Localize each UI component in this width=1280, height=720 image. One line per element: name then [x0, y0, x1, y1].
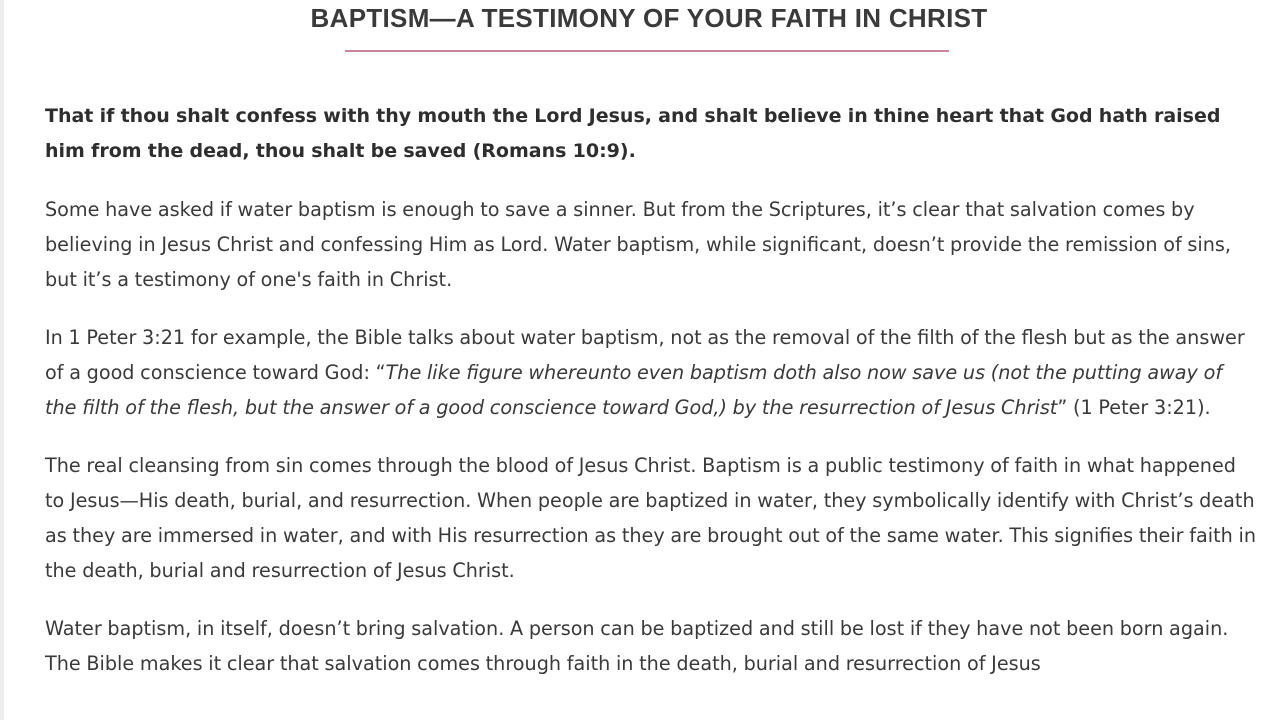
peter-citation: ” (1 Peter 3:21).	[1057, 396, 1211, 419]
paragraph-peter	[45, 320, 1257, 425]
page-left-edge	[0, 0, 4, 720]
paragraph-3: The real cleansing from sin comes through the blood of Jesus Christ. Baptism is a public testimony of faith in what happened to Jesus—His death, burial, and resurrection. When people are baptized in water, they symbolically identify with Christ’s death as they are immersed in water, and with His resurrection as they are brought out of the same water. This signifies their faith in the death, burial and resurrection of Jesus Christ.	[45, 454, 1256, 582]
title-underline	[345, 50, 949, 52]
paragraph-4: Water baptism, in itself, doesn’t bring salvation. A person can be baptized and still be lost if they have not been born again. The Bible makes it clear that salvation comes through faith in the death, burial and resurrection of Jesus	[45, 617, 1229, 675]
lead-verse: That if thou shalt confess with thy mouth the Lord Jesus, and shalt believe in thine heart that God hath raised him from the dead, thou shalt be saved (Romans 10:9).	[45, 105, 1221, 162]
article-title: BAPTISM—A TESTIMONY OF YOUR FAITH IN CHRIST	[310, 3, 988, 33]
article-body	[45, 99, 1257, 704]
peter-intro: In 1 Peter 3:21 for example, the Bible talks about water baptism, not as the removal of the filth of the flesh but as the answer of a good conscience toward God: “	[45, 326, 1245, 384]
paragraph-1: Some have asked if water baptism is enough to save a sinner. But from the Scriptures, it’s clear that salvation comes by believing in Jesus Christ and confessing Him as Lord. Water baptism, while significant, doesn’t provide the remission of sins, but it’s a testimony of one's faith in Christ.	[45, 198, 1231, 291]
peter-quote: The like figure whereunto even baptism doth also now save us (not the putting away of the filth of the flesh, but the answer of a good conscience toward God,) by the resurrection of Jesus Christ	[45, 361, 1223, 419]
